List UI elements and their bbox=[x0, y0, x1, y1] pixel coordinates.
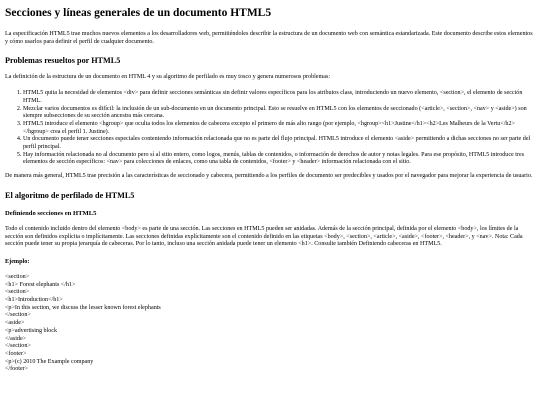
intro-paragraph: La especificación HTML5 trae muchos nuevos elementos a los desarrolladores web, permitiéndoles describir la estructura de un documento web con semántica estandarizada. Este documento describe estos elementos y cómo usarlos para definir el perfil de cualquier documento. bbox=[5, 31, 533, 45]
problems-list-item: 3. HTML5 introduce el elemento <hgroup> que oculta todos los elementos de cabecera excepto el primero de más alto rango (por ejemplo, <hgroup><h1>Justine</h1><h2>Les Malheurs de la Vertu</h2></hgroup> crea el perfil 1. Justine). bbox=[23, 121, 535, 136]
problems-list-item: 1. HTML5 quita la necesidad de elementos <div> para definir secciones semánticas sin definir valores específicos para los atributos class, introduciendo un nuevo elemento, <section>, el elemento de sección HTML. bbox=[23, 90, 535, 105]
code-line: <p>(c) 2010 The Example company bbox=[5, 358, 94, 365]
problems-list-item: 4. Un documento puede tener secciones especiales conteniendo información relacionada que no es parte del flujo principal. HTML5 introduce el elemento <aside> permitiendo a dichas secciones no ser parte del perfil principal. bbox=[23, 136, 535, 151]
problems-conclusion-paragraph: De manera más general, HTML5 trae precisión a las características de seccionado y cabecera, permitiendo a los perfiles de documento ser predecibles y usados por el navegador para mejorar la experiencia de usuario. bbox=[5, 173, 533, 180]
code-line: <p>In this section, we discuss the lesser known forest elephants bbox=[5, 304, 161, 311]
code-line: <section> bbox=[5, 289, 30, 296]
page-title: Secciones y líneas generales de un documento HTML5 bbox=[5, 7, 272, 19]
code-line: </section> bbox=[5, 312, 31, 319]
code-line: <section> bbox=[5, 273, 30, 280]
code-line: </section> bbox=[5, 343, 31, 350]
problems-list-item: 2. Mezclar varios documentos es difícil: la inclusión de un sub-documento en un documento principal. Esto se resuelve en HTML5 con los elementos de seccionado (<article>, <section>, <nav> y <aside>) son siempre subsecciones de su sección ancestra más cercana. bbox=[23, 106, 535, 121]
code-line: <h1>Introduction</h1> bbox=[5, 297, 63, 304]
code-line: </footer> bbox=[5, 366, 29, 373]
problems-heading: Problemas resueltos por HTML5 bbox=[5, 56, 121, 66]
algorithm-heading: El algoritmo de perfilado de HTML5 bbox=[5, 190, 135, 200]
problems-list-item: 5. Hay información relacionada no al documento pero sí al sitio entero, como logos, menús, tablas de contenidos, o información de derechos de autor y notas legales. Para ese propósito, HTML5 introduce tres elementos de sección específicos: <nav> para colecciones de enlaces, como una tabla de contenidos, <footer> y <header> información relacionada con el sitio. bbox=[23, 152, 535, 167]
code-line: <aside> bbox=[5, 320, 25, 327]
defining-sections-paragraph: Todo el contenido incluido dentro del elemento <body> es parte de una sección. Las secciones en HTML5 pueden ser anidadas. Además de la sección principal, definida por el elemento <body>, los límites de la sección son definidos explícita o implícitamente. Las secciones definidas explícitamente son el contenido definido en las etiquetas <body>, <section>, <article>, <aside>, <footer>, <header>, y <nav>. Nota: Cada sección puede tener su propia jerarquía de cabeceras. Por lo tanto, incluso una sección anidada puede tener un elemento <h1>. Consulte también Definiendo cabeceras en HTML5. bbox=[5, 225, 523, 248]
code-line: <footer> bbox=[5, 350, 27, 357]
code-line: <p>advertising block bbox=[5, 327, 58, 334]
code-line: <h1> Forest elephants </h1> bbox=[5, 281, 76, 288]
code-example bbox=[5, 274, 535, 374]
problems-list bbox=[5, 90, 535, 167]
defining-sections-heading: Definiendo secciones en HTML5 bbox=[5, 209, 97, 217]
example-heading: Ejemplo: bbox=[5, 257, 30, 265]
code-line: </aside> bbox=[5, 335, 27, 342]
problems-intro-paragraph: La definición de la estructura de un documento en HTML 4 y su algoritmo de perfilado es muy tosco y genera numerosos problemas: bbox=[5, 74, 331, 81]
